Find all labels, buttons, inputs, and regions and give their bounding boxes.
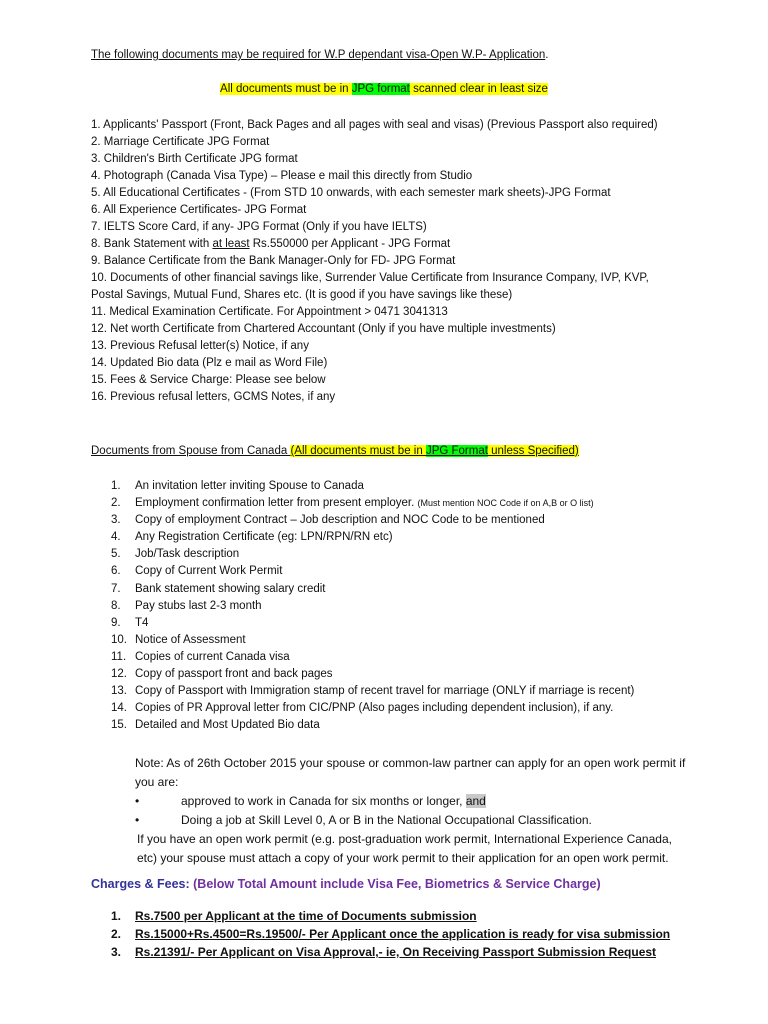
list-item	[111, 615, 711, 632]
list-text: Detailed and Most Updated Bio data	[135, 719, 320, 732]
bank-statement-pre: 8. Bank Statement with	[91, 238, 213, 250]
list-text: Copy of Passport with Immigration stamp of recent travel for marriage (ONLY if marriage is recent)	[135, 685, 635, 698]
list-text: Copy of Current Work Permit	[135, 565, 283, 578]
list-number: 12.	[111, 668, 127, 681]
list-text: Copy of passport front and back pages	[135, 668, 333, 681]
spouse-section-heading	[91, 443, 579, 460]
applicant-documents-list	[91, 117, 711, 406]
applicant-doc-item: 6. All Experience Certificates- JPG Format	[91, 204, 307, 216]
note-intro	[135, 754, 695, 792]
applicant-doc-item: 10. Documents of other financial savings like, Surrender Value Certificate from Insurance Company, IVP, KVP,	[91, 272, 649, 284]
spouse-documents-list	[111, 478, 711, 734]
list-item	[111, 478, 711, 495]
applicant-doc-item: 9. Balance Certificate from the Bank Manager-Only for FD- JPG Format	[91, 255, 456, 267]
applicant-doc-item: 3. Children's Birth Certificate JPG format	[91, 153, 298, 165]
list-item	[111, 632, 711, 649]
spouse-section-note-part2: unless Specified)	[487, 445, 579, 457]
list-text: Any Registration Certificate (eg: LPN/RPN/RN etc)	[135, 531, 393, 544]
list-number: 10.	[111, 633, 127, 646]
list-number: 4.	[111, 531, 121, 544]
list-item	[111, 563, 711, 580]
list-text: Pay stubs last 2-3 month	[135, 599, 262, 612]
list-number: 14.	[111, 702, 127, 715]
spouse-section-note-highlight: JPG Format	[425, 445, 488, 457]
list-number: 8.	[111, 599, 121, 612]
bank-statement-underlined: at least	[212, 238, 250, 250]
charges-heading	[91, 876, 601, 893]
list-text: Job/Task description	[135, 548, 240, 561]
applicant-doc-item: Postal Savings, Mutual Fund, Shares etc. (It is good if you have savings like these)	[91, 289, 513, 301]
fee-number: 1.	[111, 909, 122, 923]
list-number: 1.	[111, 480, 121, 492]
bank-statement-post: Rs.550000 per Applicant - JPG Format	[249, 238, 451, 250]
applicant-doc-item: 11. Medical Examination Certificate. For Appointment > 0471 3041313	[91, 306, 448, 318]
applicant-doc-item: 2. Marriage Certificate JPG Format	[91, 136, 270, 148]
list-text: Copies of current Canada visa	[135, 650, 290, 663]
list-number: 15.	[111, 719, 127, 732]
note-bullet	[135, 792, 695, 811]
list-item	[111, 700, 711, 717]
applicant-doc-item: 1. Applicants' Passport (Front, Back Pages and all pages with seal and visas) (Previous Passport also required)	[91, 119, 658, 131]
spouse-section-note-part1: (All documents must be in	[290, 445, 426, 457]
list-text: Bank statement showing salary credit	[135, 582, 326, 595]
fee-item	[111, 926, 670, 944]
fee-item	[111, 908, 670, 926]
list-number: 5.	[111, 548, 121, 561]
list-item	[111, 529, 711, 546]
list-item	[111, 512, 711, 529]
note-bullet-text: Doing a job at Skill Level 0, A or B in the National Occupational Classification.	[181, 813, 592, 827]
bullet-icon: •	[135, 813, 140, 827]
note-bullet-highlight: and	[465, 794, 486, 808]
fee-item	[111, 944, 670, 962]
open-work-permit-note	[135, 754, 695, 868]
note-intro-text: : As of 26th October 2015 your spouse or common-law partner can apply for an open work permit if you are:	[135, 756, 686, 789]
list-number: 7.	[111, 582, 121, 595]
note-bullet-text: approved to work in Canada for six months or longer,	[181, 794, 466, 808]
list-number: 6.	[111, 565, 121, 578]
list-number: 3.	[111, 514, 121, 527]
list-item	[111, 495, 711, 512]
list-number: 11.	[111, 650, 127, 663]
list-item	[111, 649, 711, 666]
fee-text: Rs.21391/- Per Applicant on Visa Approval,- ie, On Receiving Passport Submission Request	[135, 945, 657, 959]
list-text: Copies of PR Approval letter from CIC/PNP (Also pages including dependent inclusion), if any.	[135, 702, 614, 715]
applicant-doc-item: 12. Net worth Certificate from Chartered Accountant (Only if you have multiple investments)	[91, 323, 556, 335]
fee-number: 3.	[111, 945, 122, 959]
list-item	[111, 546, 711, 563]
applicant-doc-item: 4. Photograph (Canada Visa Type) – Please e mail this directly from Studio	[91, 170, 473, 182]
list-number: 9.	[111, 616, 121, 629]
applicant-doc-item: 14. Updated Bio data (Plz e mail as Word File)	[91, 357, 328, 369]
list-number: 13.	[111, 685, 127, 698]
fee-text: Rs.15000+Rs.4500=Rs.19500/- Per Applicant once the application is ready for visa submission	[135, 927, 671, 941]
list-item	[111, 581, 711, 598]
applicant-doc-item: 7. IELTS Score Card, if any- JPG Format (Only if you have IELTS)	[91, 221, 427, 233]
list-text: An invitation letter inviting Spouse to Canada	[135, 480, 364, 492]
document-heading	[91, 47, 549, 64]
charges-subtitle: (Below Total Amount include Visa Fee, Biometrics & Service Charge)	[193, 877, 601, 891]
document-heading-text: The following documents may be required for W.P dependant visa-Open W.P- Application	[91, 49, 546, 61]
note-paragraph: If you have an open work permit (e.g. post-graduation work permit, International Experience Canada, etc) your spouse must attach a copy of your work permit to their application for an open work permit.	[137, 832, 672, 865]
note-bullet	[135, 811, 695, 830]
document-heading-period: .	[545, 49, 549, 61]
list-text-small: (Must mention NOC Code if on A,B or O list)	[417, 498, 594, 509]
applicant-doc-item: 15. Fees & Service Charge: Please see below	[91, 374, 326, 386]
list-text: T4	[135, 616, 149, 629]
list-item	[111, 683, 711, 700]
list-item	[111, 598, 711, 615]
applicant-doc-item	[91, 236, 711, 253]
fee-text: Rs.7500 per Applicant at the time of Documents submission	[135, 909, 477, 923]
format-notice-highlight: JPG format	[351, 83, 410, 95]
format-notice	[0, 81, 768, 98]
format-notice-part2: scanned clear in least size	[409, 83, 548, 95]
list-item	[111, 666, 711, 683]
list-item	[111, 717, 711, 734]
bullet-icon: •	[135, 794, 140, 808]
applicant-doc-item: 5. All Educational Certificates - (From STD 10 onwards, with each semester mark sheets)-JPG Format	[91, 187, 611, 199]
list-text: Notice of Assessment	[135, 633, 246, 646]
applicant-doc-item: 13. Previous Refusal letter(s) Notice, if any	[91, 340, 309, 352]
applicant-doc-item: 16. Previous refusal letters, GCMS Notes, if any	[91, 391, 336, 403]
spouse-section-title: Documents from Spouse from Canada	[91, 445, 291, 457]
list-text: Employment confirmation letter from present employer.	[135, 497, 418, 510]
list-number: 2.	[111, 497, 121, 510]
list-text: Copy of employment Contract – Job description and NOC Code to be mentioned	[135, 514, 545, 527]
fee-number: 2.	[111, 927, 122, 941]
format-notice-part1: All documents must be in	[220, 83, 352, 95]
charges-title: Charges & Fees:	[91, 877, 194, 891]
fees-list	[111, 908, 670, 962]
note-label: Note	[135, 756, 161, 770]
